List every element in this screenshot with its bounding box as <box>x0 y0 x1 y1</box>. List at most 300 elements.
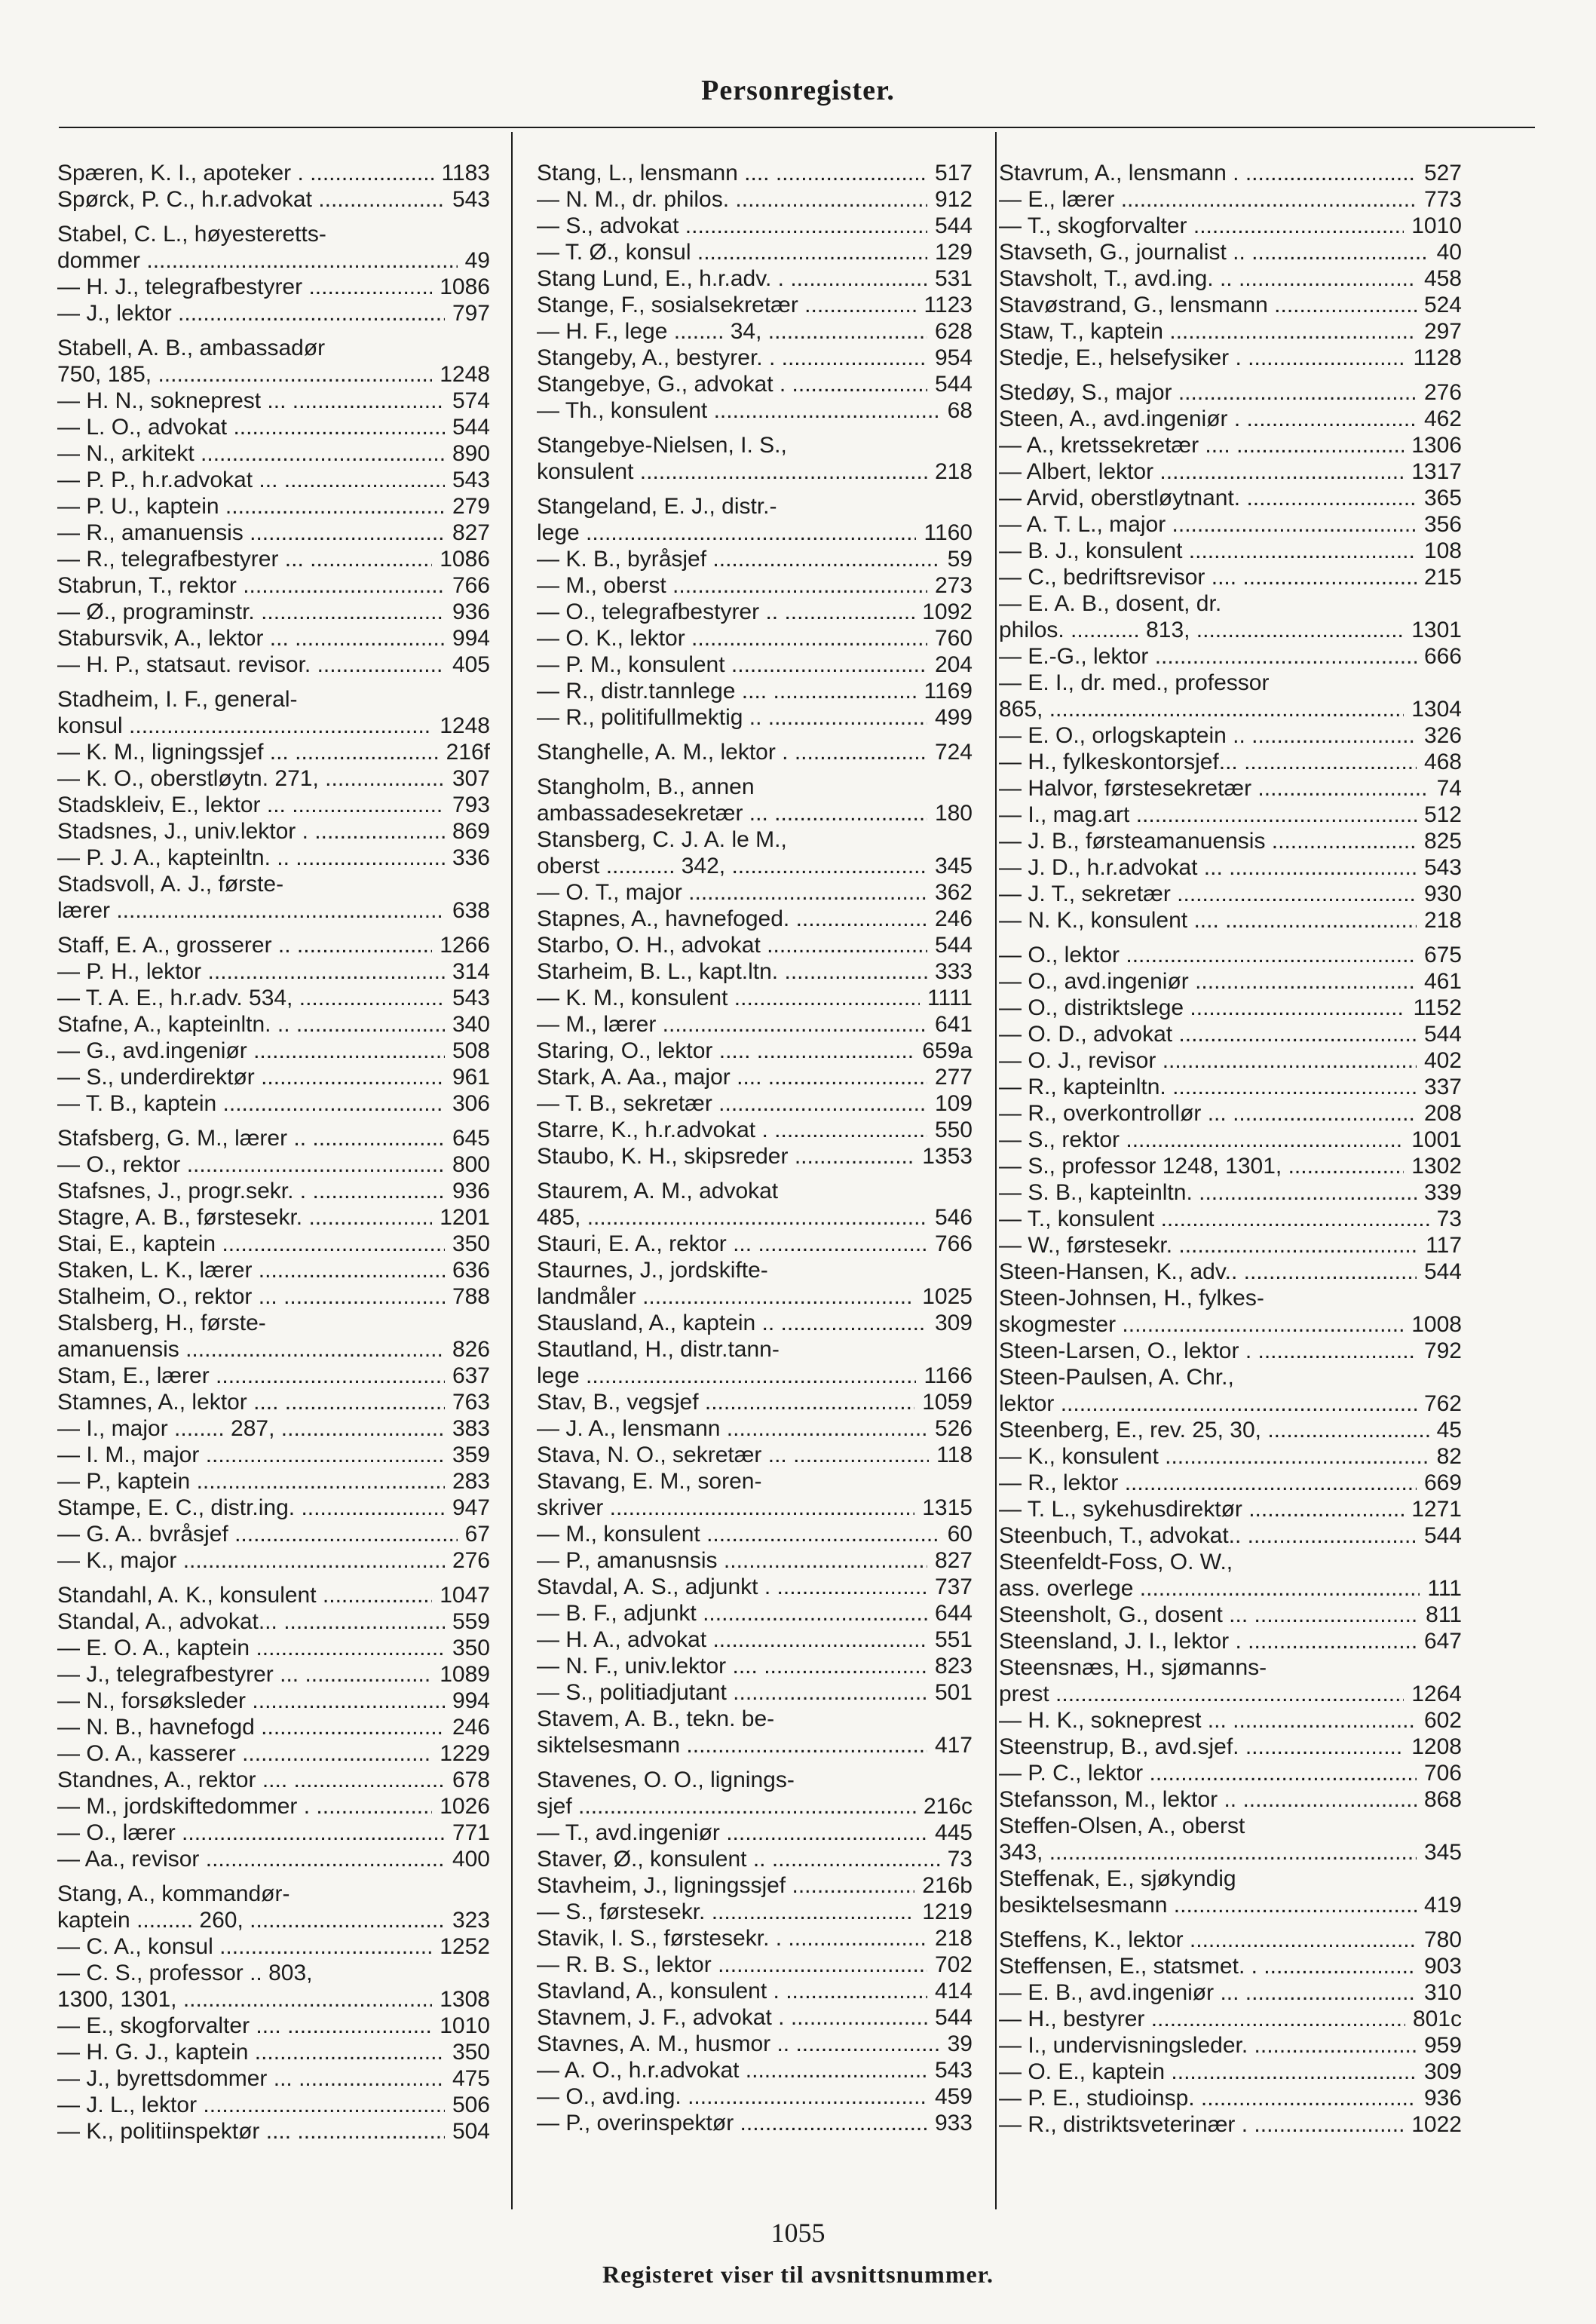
entry-name: — K. O., oberstløytn. 271, ..... <box>57 765 445 792</box>
entry-section-number: 763 <box>452 1390 490 1415</box>
register-entry <box>57 335 490 388</box>
register-entry <box>537 1468 973 1521</box>
entry-section-number: 82 <box>1436 1444 1462 1469</box>
entry-name-continued: amanuensis ..... <box>57 1336 445 1363</box>
entry-section-number: 459 <box>934 2084 973 2109</box>
entry-name: — J., lektor ..... <box>57 300 445 327</box>
entry-section-number: 544 <box>934 933 973 958</box>
register-entry <box>57 1714 490 1740</box>
entry-continuation <box>57 247 490 274</box>
entry-section-number: 180 <box>934 801 973 826</box>
register-entry <box>57 1960 490 2013</box>
entry-section-number: 823 <box>934 1654 973 1679</box>
entry-name: Steenberg, E., rev. 25, 30, ..... <box>999 1417 1429 1443</box>
register-entry <box>57 871 490 924</box>
entry-name: Stafne, A., kapteinltn. .. ..... <box>57 1011 445 1038</box>
entry-name: — K., major ..... <box>57 1547 445 1574</box>
entry-name-continued: lektor ..... <box>999 1390 1417 1417</box>
register-entry <box>537 2031 973 2057</box>
register-entry <box>537 546 973 572</box>
register-entry <box>57 792 490 818</box>
entry-name: — J. L., lektor ..... <box>57 2092 445 2118</box>
entry-name: — N. F., univ.lektor .... ..... <box>537 1653 927 1679</box>
register-entry <box>999 1549 1462 1602</box>
entry-section-number: 543 <box>934 2058 973 2083</box>
entry-section-number: 501 <box>934 1680 973 1705</box>
entry-section-number: 1166 <box>924 1363 973 1388</box>
entry-section-number: 73 <box>947 1847 973 1872</box>
entry-name: — N. B., havnefogd ..... <box>57 1714 445 1740</box>
entry-name: — G. A.. bvråsjef ..... <box>57 1521 458 1547</box>
entry-section-number: 912 <box>934 187 973 212</box>
register-entry <box>999 458 1462 485</box>
register-entry <box>999 1153 1462 1179</box>
register-entry <box>999 1047 1462 1074</box>
register-column-1 <box>57 160 490 2145</box>
register-entry <box>57 1661 490 1688</box>
entry-name: — O., distriktslege ..... <box>999 995 1405 1021</box>
entry-name: — E. O., orlogskaptein .. ..... <box>999 722 1417 749</box>
register-entry <box>999 722 1462 749</box>
entry-section-number: 827 <box>452 520 490 545</box>
entry-name: — R., amanuensis ..... <box>57 520 445 546</box>
entry-section-number: 59 <box>947 547 973 572</box>
register-column-3 <box>999 160 1462 2138</box>
entry-section-number: 39 <box>947 2031 973 2056</box>
entry-name: — N., arkitekt ..... <box>57 440 445 467</box>
entry-name: Steen-Hansen, K., adv.. ..... <box>999 1259 1417 1285</box>
entry-section-number: 559 <box>452 1609 490 1634</box>
entry-section-number: 792 <box>1423 1338 1462 1363</box>
entry-name: — H., fylkeskontorsjef... ..... <box>999 749 1417 775</box>
entry-name: — B. J., konsulent ..... <box>999 538 1417 564</box>
register-entry <box>57 300 490 327</box>
register-entry <box>537 1706 973 1758</box>
register-entry <box>57 1178 490 1204</box>
register-entry <box>57 414 490 440</box>
entry-section-number: 309 <box>934 1311 973 1335</box>
column-divider-1 <box>511 132 513 2209</box>
entry-name: — K., konsulent ..... <box>999 1443 1429 1470</box>
entry-section-number: 508 <box>452 1038 490 1063</box>
entry-name: Staurnes, J., jordskifte- <box>537 1258 768 1283</box>
entry-name: — R. B. S., lektor ..... <box>537 1951 927 1978</box>
register-entry <box>537 1521 973 1547</box>
entry-continuation <box>537 458 973 485</box>
register-entry <box>57 1740 490 1767</box>
entry-name: Stedøy, S., major ..... <box>999 379 1417 406</box>
entry-section-number: 1252 <box>440 1934 490 1959</box>
entry-name: — I. M., major ..... <box>57 1442 445 1468</box>
entry-name-continued: lærer ..... <box>57 897 445 924</box>
entry-name: — J. T., sekretær ..... <box>999 881 1417 907</box>
entry-name: — W., førstesekr. ..... <box>999 1232 1418 1259</box>
entry-continuation <box>537 853 973 879</box>
entry-section-number: 1183 <box>441 161 490 185</box>
entry-section-number: 526 <box>934 1416 973 1441</box>
register-entry <box>57 520 490 546</box>
entry-name: — Aa., revisor ..... <box>57 1846 445 1872</box>
entry-name: — K., politiinspektør .... ..... <box>57 2118 445 2145</box>
register-entry <box>999 1021 1462 1047</box>
entry-name: Stavøstrand, G., lensmann ..... <box>999 292 1417 318</box>
register-entry <box>999 345 1462 371</box>
register-entry <box>999 1866 1462 1918</box>
entry-section-number: 602 <box>1423 1708 1462 1733</box>
entry-section-number: 947 <box>452 1495 490 1520</box>
entry-section-number: 771 <box>452 1820 490 1845</box>
register-entry <box>999 485 1462 511</box>
entry-name-continued: 1300, 1301, ..... <box>57 1986 432 2013</box>
entry-name: — K. M., ligningssjef ... ..... <box>57 739 439 765</box>
register-entry <box>57 1231 490 1257</box>
register-entry <box>537 292 973 318</box>
entry-continuation <box>57 897 490 924</box>
entry-name: — T. Ø., konsul ..... <box>537 239 927 265</box>
entry-name: — S., førstesekr. ..... <box>537 1899 914 1925</box>
register-entry <box>537 186 973 213</box>
register-entry <box>57 1933 490 1960</box>
entry-name: — O., avd.ing. ..... <box>537 2083 927 2110</box>
register-entry <box>537 1653 973 1679</box>
register-entry <box>537 265 973 292</box>
register-entry <box>537 318 973 345</box>
entry-name: — T. B., kaptein ..... <box>57 1090 445 1117</box>
entry-section-number: 527 <box>1423 161 1462 185</box>
entry-section-number: 628 <box>934 319 973 344</box>
entry-name: Stamnes, A., lektor .... ..... <box>57 1389 445 1415</box>
entry-name: Steensholt, G., dosent ... ..... <box>999 1602 1418 1628</box>
entry-name: Steen-Paulsen, A. Chr., <box>999 1365 1234 1390</box>
register-entry <box>999 854 1462 881</box>
entry-name: — H. N., sokneprest ... ..... <box>57 388 445 414</box>
entry-section-number: 961 <box>452 1065 490 1090</box>
entry-section-number: 574 <box>452 388 490 413</box>
entry-name: — J. B., førsteamanuensis ..... <box>999 828 1417 854</box>
entry-section-number: 1022 <box>1411 2112 1462 2137</box>
entry-section-number: 550 <box>934 1118 973 1142</box>
entry-name: — I., undervisningsleder. ..... <box>999 2032 1417 2059</box>
entry-section-number: 414 <box>934 1979 973 2004</box>
register-entry <box>999 1628 1462 1654</box>
entry-name: Starre, K., h.r.advokat . ..... <box>537 1117 927 1143</box>
entry-section-number: 216b <box>922 1873 973 1898</box>
entry-section-number: 419 <box>1423 1893 1462 1918</box>
register-entry <box>537 1178 973 1231</box>
entry-section-number: 504 <box>452 2119 490 2144</box>
entry-name-continued: landmåler ..... <box>537 1283 914 1310</box>
register-entry <box>57 1582 490 1608</box>
register-entry <box>999 1417 1462 1443</box>
entry-name: — R., politifullmektig .. ..... <box>537 704 927 731</box>
entry-name: — P. C., lektor ..... <box>999 1760 1417 1786</box>
entry-section-number: 400 <box>452 1847 490 1872</box>
entry-section-number: 1208 <box>1411 1734 1462 1759</box>
register-entry <box>57 440 490 467</box>
entry-name: Staurem, A. M., advokat <box>537 1179 779 1203</box>
entry-name: — T. A. E., h.r.adv. 534, ..... <box>57 985 445 1011</box>
register-entry <box>537 1310 973 1336</box>
register-entry <box>999 318 1462 345</box>
register-entry <box>999 670 1462 722</box>
entry-name: — H. F., lege ........ 34, ..... <box>537 318 927 345</box>
register-entry <box>999 2085 1462 2111</box>
entry-continuation <box>537 1283 973 1310</box>
entry-name-continued: dommer ..... <box>57 247 458 274</box>
register-entry <box>999 1786 1462 1813</box>
register-entry <box>537 1143 973 1170</box>
register-entry <box>57 1820 490 1846</box>
entry-name: — E., lærer ..... <box>999 186 1417 213</box>
register-entry <box>57 1151 490 1178</box>
register-entry <box>57 1521 490 1547</box>
entry-name: — P. M., konsulent ..... <box>537 652 927 678</box>
entry-section-number: 1315 <box>922 1495 973 1520</box>
register-entry <box>999 1707 1462 1734</box>
entry-section-number: 1008 <box>1411 1312 1462 1337</box>
entry-name: — A. T. L., major ..... <box>999 511 1417 538</box>
register-entry <box>57 686 490 739</box>
entry-name: Stark, A. Aa., major .... ..... <box>537 1064 927 1090</box>
entry-section-number: 337 <box>1423 1075 1462 1099</box>
register-entry <box>57 599 490 625</box>
entry-name: — O. D., advokat ..... <box>999 1021 1417 1047</box>
entry-name: Stang, A., kommandør- <box>57 1881 290 1906</box>
entry-name-continued: konsul ..... <box>57 713 432 739</box>
entry-name: Steensnæs, H., sjømanns- <box>999 1655 1267 1680</box>
register-entry <box>999 2006 1462 2032</box>
entry-name: — S., rektor ..... <box>999 1127 1404 1153</box>
entry-name: — Ø., programinstr. ..... <box>57 599 445 625</box>
entry-section-number: 543 <box>1423 855 1462 880</box>
register-entry <box>999 643 1462 670</box>
entry-name: Stang, L., lensmann .... ..... <box>537 160 927 186</box>
register-entry <box>57 1125 490 1151</box>
entry-section-number: 636 <box>452 1258 490 1283</box>
register-entry <box>537 985 973 1011</box>
entry-section-number: 1026 <box>440 1794 490 1819</box>
register-entry <box>537 2057 973 2083</box>
entry-name: Stabursvik, A., lektor ... ..... <box>57 625 445 652</box>
entry-name-continued: oberst ........... 342, ..... <box>537 853 927 879</box>
entry-name: Steffens, K., lektor ..... <box>999 1927 1417 1953</box>
entry-section-number: 309 <box>1423 2059 1462 2084</box>
entry-name: — O. K., lektor ..... <box>537 625 927 652</box>
entry-name: — R., kapteinltn. ..... <box>999 1074 1417 1100</box>
entry-continuation <box>999 617 1462 643</box>
entry-section-number: 402 <box>1423 1048 1462 1073</box>
register-entry <box>537 1336 973 1389</box>
entry-section-number: 1353 <box>922 1144 973 1169</box>
entry-section-number: 543 <box>452 986 490 1010</box>
entry-name: — M., lærer ..... <box>537 1011 927 1038</box>
header-rule <box>59 127 1535 128</box>
register-entry <box>999 1979 1462 2006</box>
entry-section-number: 637 <box>452 1363 490 1388</box>
entry-section-number: 1092 <box>922 599 973 624</box>
register-entry <box>57 932 490 958</box>
entry-name: — E. B., avd.ingeniør ... ..... <box>999 1979 1417 2006</box>
entry-name: Steenstrup, B., avd.sjef. ..... <box>999 1734 1404 1760</box>
register-entry <box>57 1468 490 1495</box>
register-entry <box>537 704 973 731</box>
register-entry <box>999 1813 1462 1866</box>
register-entry <box>999 1074 1462 1100</box>
entry-name: Stangholm, B., annen <box>537 774 755 799</box>
register-entry <box>537 371 973 397</box>
register-entry <box>999 239 1462 265</box>
entry-name: — I., mag.art ..... <box>999 802 1417 828</box>
register-entry <box>537 2110 973 2136</box>
entry-name: Spørck, P. C., h.r.advokat ..... <box>57 186 445 213</box>
entry-name: Stadheim, I. F., general- <box>57 687 298 712</box>
register-entry <box>537 345 973 371</box>
entry-name-continued: ass. overlege ..... <box>999 1575 1420 1602</box>
register-entry <box>537 1899 973 1925</box>
register-entry <box>999 968 1462 995</box>
entry-continuation <box>999 696 1462 722</box>
entry-name: — E. A. B., dosent, dr. <box>999 591 1222 616</box>
entry-name: — Arvid, oberstløytnant. ..... <box>999 485 1417 511</box>
entry-name: Stavheim, J., ligningssjef ..... <box>537 1872 914 1899</box>
register-entry <box>57 1442 490 1468</box>
entry-name: Stalheim, O., rektor ... ..... <box>57 1283 445 1310</box>
register-entry <box>537 1872 973 1899</box>
entry-name: — J. D., h.r.advokat ... ..... <box>999 854 1417 881</box>
register-entry <box>57 1090 490 1117</box>
entry-name: — P. E., studioinsp. ..... <box>999 2085 1417 2111</box>
entry-section-number: 1047 <box>440 1583 490 1608</box>
entry-name: — S., professor 1248, 1301, ..... <box>999 1153 1404 1179</box>
entry-continuation <box>999 1390 1462 1417</box>
entry-name: Stautland, H., distr.tann- <box>537 1337 780 1362</box>
entry-name: — O. E., kaptein ..... <box>999 2059 1417 2085</box>
entry-section-number: 336 <box>452 845 490 870</box>
entry-section-number: 1306 <box>1411 433 1462 458</box>
entry-name: Stavem, A. B., tekn. be- <box>537 1706 775 1731</box>
entry-section-number: 543 <box>452 468 490 492</box>
entry-section-number: 273 <box>934 573 973 598</box>
register-entry <box>537 1257 973 1310</box>
register-entry <box>999 1522 1462 1549</box>
entry-name: — T., skogforvalter ..... <box>999 213 1404 239</box>
entry-section-number: 868 <box>1423 1787 1462 1812</box>
entry-name: Staken, L. K., lærer ..... <box>57 1257 445 1283</box>
register-entry <box>999 379 1462 406</box>
entry-name: Stapnes, A., havnefoged. ..... <box>537 906 927 932</box>
entry-section-number: 724 <box>934 740 973 765</box>
entry-continuation <box>57 361 490 388</box>
entry-name: Stadsvoll, A. J., første- <box>57 872 284 897</box>
entry-section-number: 1128 <box>1413 345 1462 370</box>
register-entry <box>999 2111 1462 2138</box>
register-entry <box>57 1881 490 1933</box>
entry-section-number: 737 <box>934 1574 973 1599</box>
entry-name: Stangebye, G., advokat . ..... <box>537 371 927 397</box>
entry-name: — S., underdirektør ..... <box>57 1064 445 1090</box>
register-entry <box>999 432 1462 458</box>
entry-name: — H. J., telegrafbestyrer ..... <box>57 274 432 300</box>
entry-name: — T. L., sykehusdirektør ..... <box>999 1496 1404 1522</box>
register-entry <box>537 1415 973 1442</box>
entry-section-number: 345 <box>1423 1840 1462 1865</box>
entry-section-number: 551 <box>934 1627 973 1652</box>
register-entry <box>57 1767 490 1793</box>
register-entry <box>999 907 1462 934</box>
register-entry <box>999 511 1462 538</box>
register-entry <box>57 765 490 792</box>
entry-name: — R., telegrafbestyrer ... ..... <box>57 546 432 572</box>
entry-section-number: 326 <box>1423 723 1462 748</box>
entry-name: Stafsnes, J., progr.sekr. . ..... <box>57 1178 445 1204</box>
entry-section-number: 118 <box>936 1443 973 1467</box>
entry-name: — R., distr.tannlege .... ..... <box>537 678 916 704</box>
entry-name: Steenbuch, T., advokat.. ..... <box>999 1522 1417 1549</box>
register-entry <box>57 1064 490 1090</box>
entry-section-number: 1010 <box>1411 213 1462 238</box>
register-entry <box>57 985 490 1011</box>
entry-name: — J. A., lensmann ..... <box>537 1415 927 1442</box>
entry-name: Staring, O., lektor ..... ..... <box>537 1038 914 1064</box>
entry-section-number: 641 <box>934 1012 973 1037</box>
entry-section-number: 67 <box>464 1522 490 1547</box>
register-entry <box>999 995 1462 1021</box>
entry-section-number: 1302 <box>1411 1154 1462 1179</box>
entry-section-number: 1010 <box>440 2013 490 2038</box>
entry-section-number: 1304 <box>1411 697 1462 722</box>
entry-section-number: 215 <box>1423 565 1462 590</box>
register-entry <box>537 826 973 879</box>
entry-section-number: 218 <box>1423 908 1462 933</box>
entry-section-number: 544 <box>934 2005 973 2030</box>
entry-section-number: 307 <box>452 766 490 791</box>
entry-name: Stadsnes, J., univ.lektor . ..... <box>57 818 445 845</box>
register-entry <box>57 1038 490 1064</box>
register-entry <box>537 2004 973 2031</box>
entry-name-continued: 865, ..... <box>999 696 1404 722</box>
register-entry <box>999 881 1462 907</box>
register-entry <box>537 1064 973 1090</box>
entry-name: Stanghelle, A. M., lektor . ..... <box>537 739 927 765</box>
entry-name: Spæren, K. I., apoteker . ..... <box>57 160 433 186</box>
entry-name: — H., bestyrer ..... <box>999 2006 1405 2032</box>
entry-name: Stefansson, M., lektor .. ..... <box>999 1786 1417 1813</box>
register-entry <box>57 2039 490 2065</box>
register-entry <box>57 2065 490 2092</box>
register-entry <box>57 1793 490 1820</box>
entry-section-number: 1111 <box>927 986 973 1010</box>
entry-section-number: 788 <box>452 1284 490 1309</box>
entry-section-number: 340 <box>452 1012 490 1037</box>
register-entry <box>537 1389 973 1415</box>
entry-name: Stavsholt, T., avd.ing. .. ..... <box>999 265 1417 292</box>
register-entry <box>999 1232 1462 1259</box>
entry-name-continued: lege ..... <box>537 1363 916 1389</box>
entry-name: Stavnem, J. F., advokat . ..... <box>537 2004 927 2031</box>
register-entry <box>999 1734 1462 1760</box>
entry-section-number: 310 <box>1423 1980 1462 2005</box>
entry-continuation <box>537 1204 973 1231</box>
entry-name: Steffenak, E., sjøkyndig <box>999 1866 1236 1891</box>
entry-name: — H. A., advokat ..... <box>537 1626 927 1653</box>
register-entry <box>57 467 490 493</box>
entry-name: — J., telegrafbestyrer ... ..... <box>57 1661 432 1688</box>
register-entry <box>999 1654 1462 1707</box>
entry-name: — Th., konsulent ..... <box>537 397 940 424</box>
entry-section-number: 461 <box>1423 969 1462 994</box>
register-entry <box>57 1257 490 1283</box>
entry-name: — R., distriktsveterinær . ..... <box>999 2111 1404 2138</box>
